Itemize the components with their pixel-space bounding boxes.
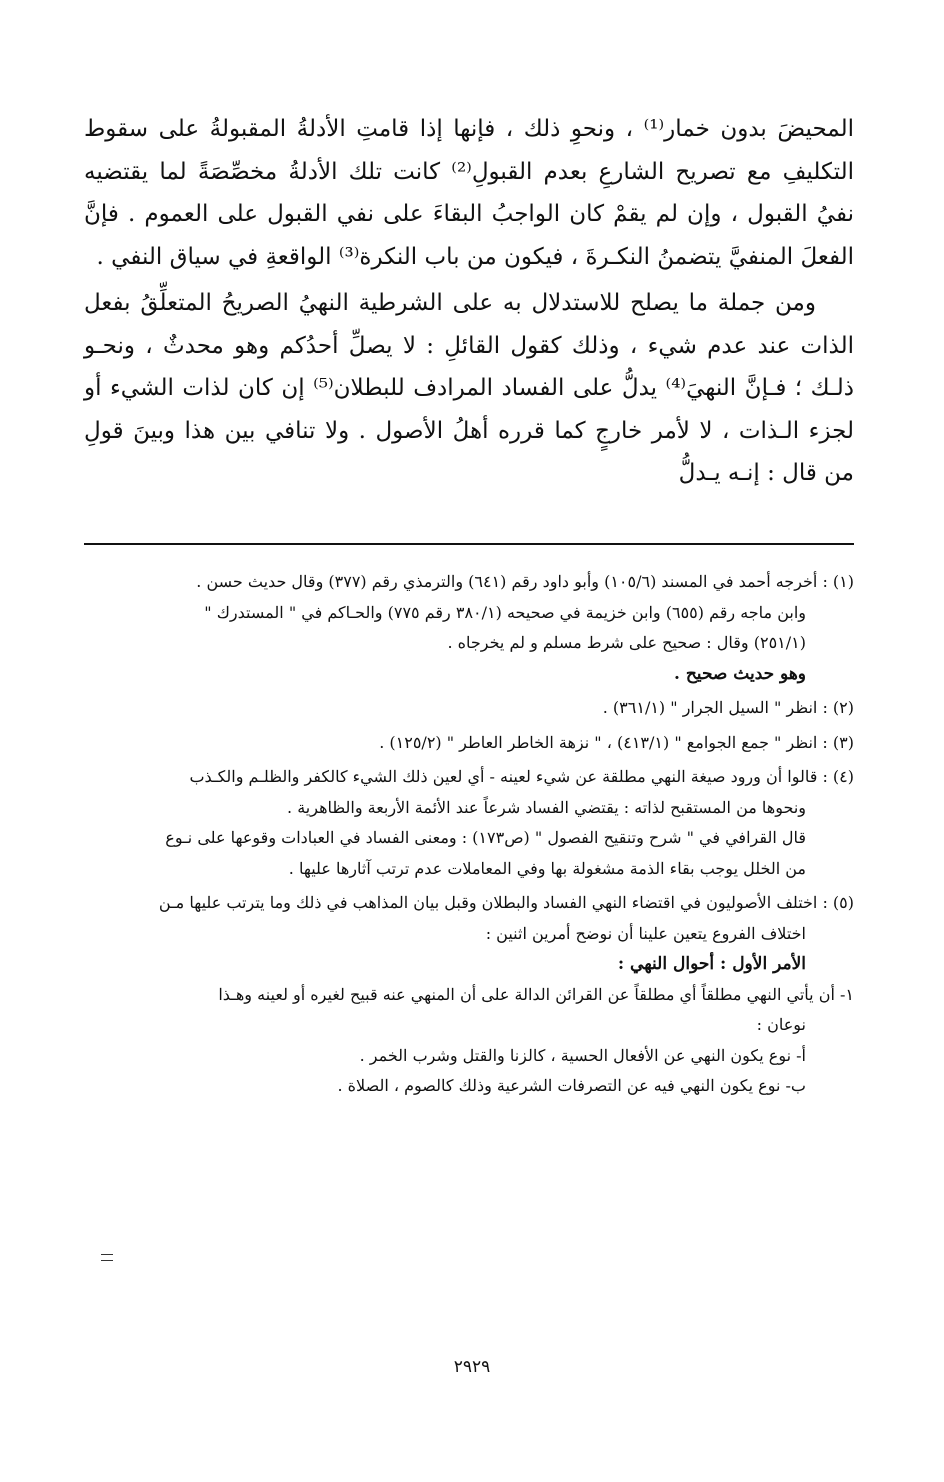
footnote-3 xyxy=(90,728,854,759)
footnote-5-heading: الأمر الأول : أحوال النهي : xyxy=(617,954,806,974)
footnote-1-line-1: (١) : أخرجه أحمد في المسند (١٠٥/٦) وأبو داود رقم (٦٤١) والترمذي رقم (٣٧٧) وقال حديث حسن . xyxy=(196,572,854,591)
footnote-1 xyxy=(90,567,854,689)
main-paragraph-2: ومن جملة ما يصلح للاستدلال به على الشرطية النهيُ الصريحُ المتعلِّقُ بفعل الذات عند عدم شيء ، وذلك كقول القائلِ : لا يصلِّ أحدُكم وهو محدثٌ ، ونحـو ذلـك ؛ فـإنَّ النهيَ⁽⁴⁾ يدلُّ على الفساد المرادف للبطلان⁽⁵⁾ إن كان لذات الشيء أو لجزء الـذات ، لا لأمر خارجٍ كما قرره أهلُ الأصول . ولا تنافي بين هذا وبينَ قولِ من قال : إنـه يـدلُّ xyxy=(84,290,854,486)
footnote-1-line-3: (٢٥١/١) وقال : صحيح على شرط مسلم و لم يخرجاه . xyxy=(447,633,806,652)
footnote-5-item-a: أ- نوع يكون النهي عن الأفعال الحسية ، كالزنا والقتل وشرب الخمر . xyxy=(359,1045,806,1065)
footnotes-section xyxy=(90,567,854,1106)
main-paragraph-1: المحيضَ بدون خمار⁽¹⁾ ، ونحوِ ذلك ، فإنها إذا قامتِ الأدلةُ المقبولةُ على سقوط التكليفِ مع تصريح الشارعِ بعدم القبولِ⁽²⁾ كانت تلك الأدلةُ مخصِّصَةً لما يقتضيه نفيُ القبول ، وإن لم يقمْ كان الواجبُ البقاءَ على نفي القبول على العموم . فإنَّ الفعلَ المنفيَّ يتضمنُ النكـرةَ ، فيكون من باب النكرة⁽³⁾ الواقعةِ في سياق النفي . xyxy=(84,116,854,270)
footnote-2-text: (٢) : انظر " السيل الجرار " (٣٦١/١) . xyxy=(602,698,854,717)
footnote-4-line-2: ونحوها من المستقبح لذاته : يقتضي الفساد شرعاً عند الأئمة الأربعة والظاهرية . xyxy=(287,797,806,817)
footnote-4-line-4: من الخلل يوجب بقاء الذمة مشغولة بها وفي المعاملات عدم ترتب آثارها عليها . xyxy=(288,858,806,878)
footnote-5-line-1: (٥) : اختلف الأصوليون في اقتضاء النهي الفساد والبطلان وقبل بيان المذاهب في ذلك وما يترتب عليها مـن xyxy=(158,893,854,912)
footnote-separator xyxy=(84,543,854,545)
footnote-1-line-2: وابن ماجه رقم (٦٥٥) وابن خزيمة في صحيحه (٣٨٠/١ رقم ٧٧٥) والحـاكم في " المستدرك " xyxy=(204,602,806,622)
footnote-2 xyxy=(90,693,854,724)
footnote-5 xyxy=(90,888,854,1102)
footnote-4-line-3: قال القرافي في " شرح وتنقيح الفصول " (ص١٧٣) : ومعنى الفساد في العبادات وقوعها على نـوع xyxy=(165,828,806,847)
footnote-1-line-4: وهو حديث صحيح . xyxy=(674,663,806,684)
footnote-3-text: (٣) : انظر " جمع الجوامع " (٤١٣/١) ، " نزهة الخاطر العاطر " (١٢٥/٢) . xyxy=(379,732,854,752)
footnote-4-line-1: (٤) : قالوا أن ورود صيغة النهي مطلقة عن شيء لعينه - أي لعين ذلك الشيء كالكفر والظلـم والكـذب xyxy=(189,767,854,786)
main-text-body xyxy=(84,108,854,495)
footnote-4 xyxy=(90,762,854,884)
margin-mark xyxy=(101,1254,113,1261)
footnote-5-item-1-line-2: نوعان : xyxy=(756,1015,806,1034)
footnote-5-item-1-line-1: ١- أن يأتي النهي مطلقاً أي مطلقاً عن القرائن الدالة على أن المنهي عنه قبيح لغيره أو لعينه وهـذا xyxy=(218,984,854,1004)
footnote-5-line-2: اختلاف الفروع يتعين علينا أن نوضح أمرين اثنين : xyxy=(485,923,806,943)
page-number: ٢٩٢٩ xyxy=(453,1357,491,1377)
footnote-5-item-b: ب- نوع يكون النهي فيه عن التصرفات الشرعية وذلك كالصوم ، الصلاة . xyxy=(337,1076,806,1095)
